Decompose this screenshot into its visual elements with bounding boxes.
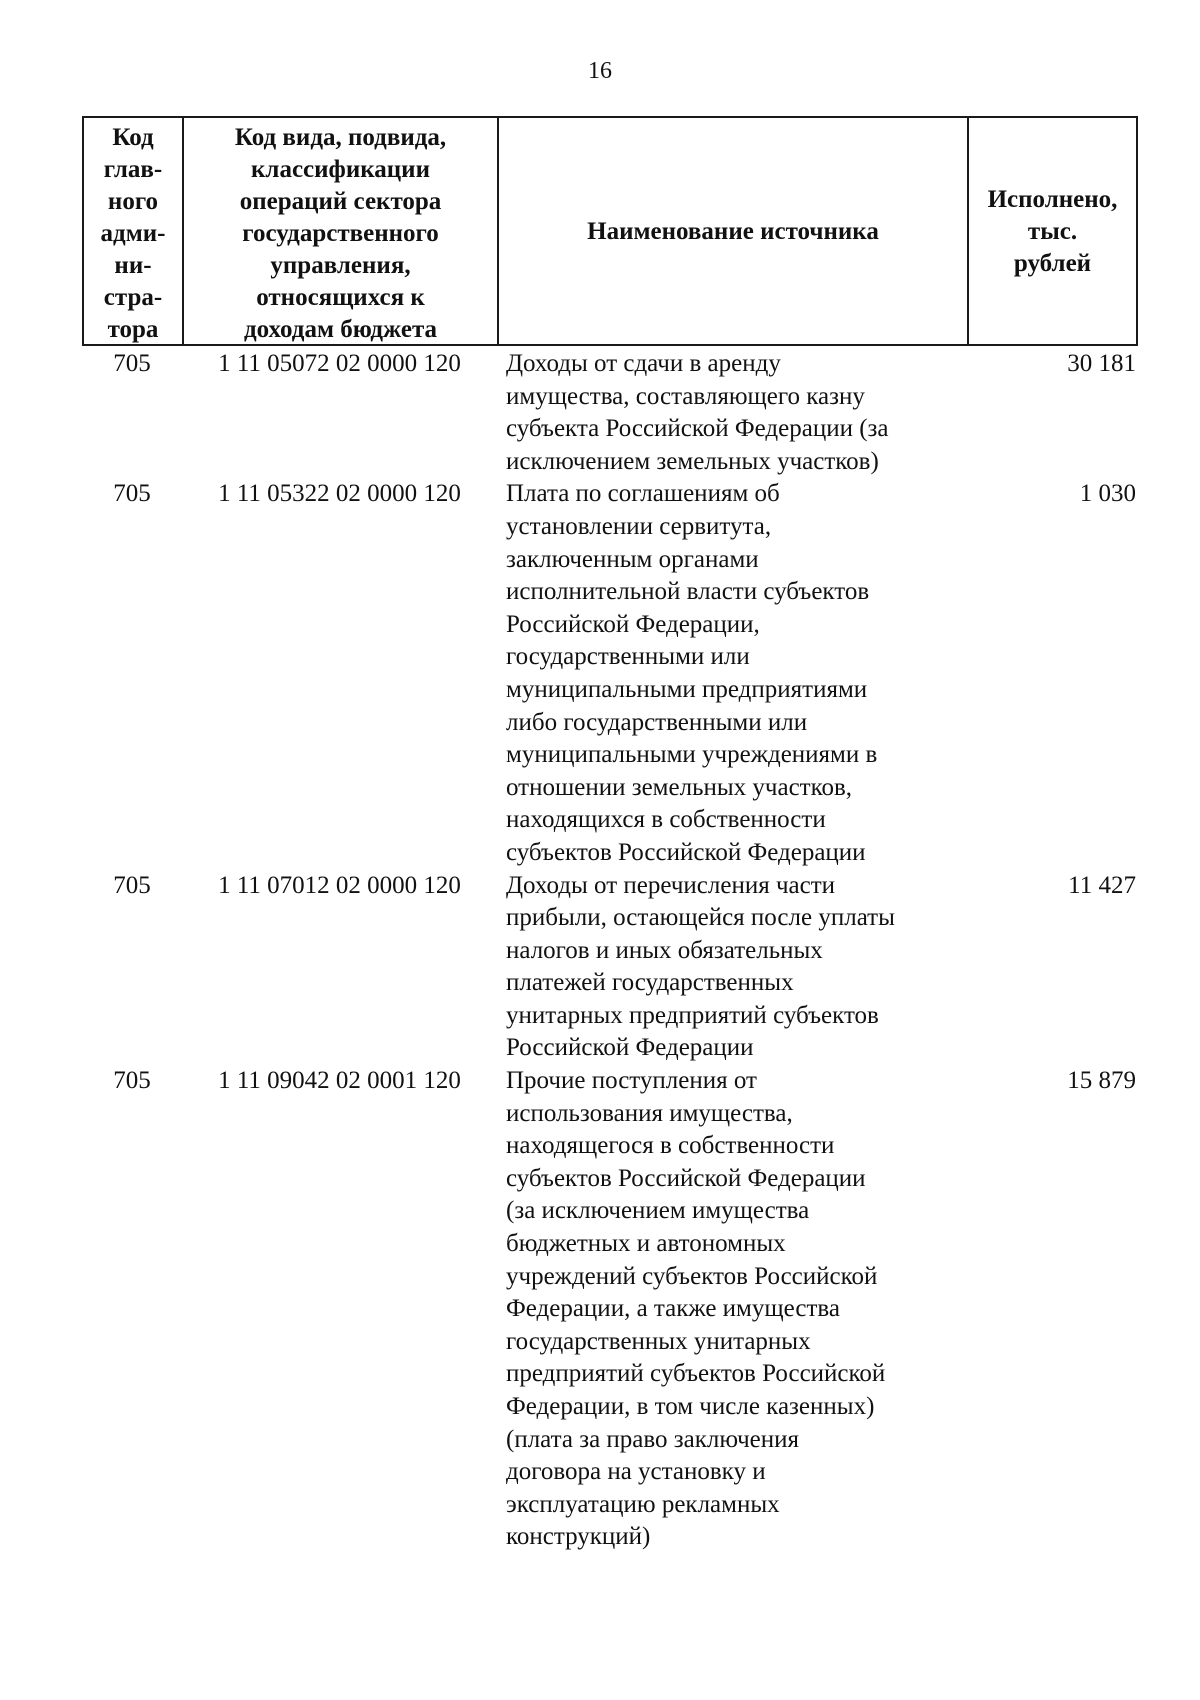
type-code-cell: 1 11 07012 02 0000 120 xyxy=(218,871,461,899)
header-executed: Исполнено, тыс. рублей xyxy=(987,186,1118,277)
page-number: 16 xyxy=(588,58,612,84)
table-row xyxy=(82,348,1138,478)
table-row xyxy=(82,1065,1138,1554)
header-source-name: Наименование источника xyxy=(499,118,969,346)
amount-cell: 1 030 xyxy=(1079,480,1136,508)
source-name-cell: Прочие поступления от использования имущества, находящегося в собственности субъектов Российской Федерации (за исключением имущества бюджетных и автономных учреждений субъектов Российской Федерации, а также имущества государственных унитарных предприятий субъектов Российской Федерации, в том числе казенных) (плата за право заключения договора на установку и эксплуатацию рекламных конструкций) xyxy=(506,1067,886,1551)
admin-code-cell: 705 xyxy=(113,871,151,899)
type-code-cell: 1 11 05072 02 0000 120 xyxy=(218,350,461,377)
amount-cell: 11 427 xyxy=(1068,871,1136,899)
source-name-cell: Доходы от сдачи в аренду имущества, составляющего казну субъекта Российской Федерации (за исключением земельных участков) xyxy=(506,350,889,475)
table-row xyxy=(82,478,1138,869)
table-header xyxy=(82,116,1138,346)
type-code-cell: 1 11 09042 02 0001 120 xyxy=(218,1067,461,1095)
admin-code-cell: 705 xyxy=(113,350,151,377)
admin-code-cell: 705 xyxy=(113,1067,151,1095)
source-name-cell: Доходы от перечисления части прибыли, остающейся после уплаты налогов и иных обязательных платежей государственных унитарных предприятий субъектов Российской Федерации xyxy=(506,871,895,1062)
amount-cell: 30 181 xyxy=(1067,350,1136,377)
header-admin-code: Код глав- ного адми- ни- стра- тора xyxy=(84,118,184,346)
amount-cell: 15 879 xyxy=(1067,1067,1136,1095)
source-name-cell: Плата по соглашениям об установлении сервитута, заключенным органами исполнительной власти субъектов Российской Федерации, государственными или муниципальными предприятиями либо государственными или муниципальными учреждениями в отношении земельных участков, находящихся в собственности субъектов Российской Федерации xyxy=(506,480,878,866)
admin-code-cell: 705 xyxy=(113,480,151,508)
header-type-code: Код вида, подвида, классификации операций сектора государственного управления, относящихся к доходам бюджета xyxy=(184,118,499,346)
type-code-cell: 1 11 05322 02 0000 120 xyxy=(218,480,461,508)
table-row xyxy=(82,870,1138,1066)
table-body xyxy=(82,348,1138,1554)
